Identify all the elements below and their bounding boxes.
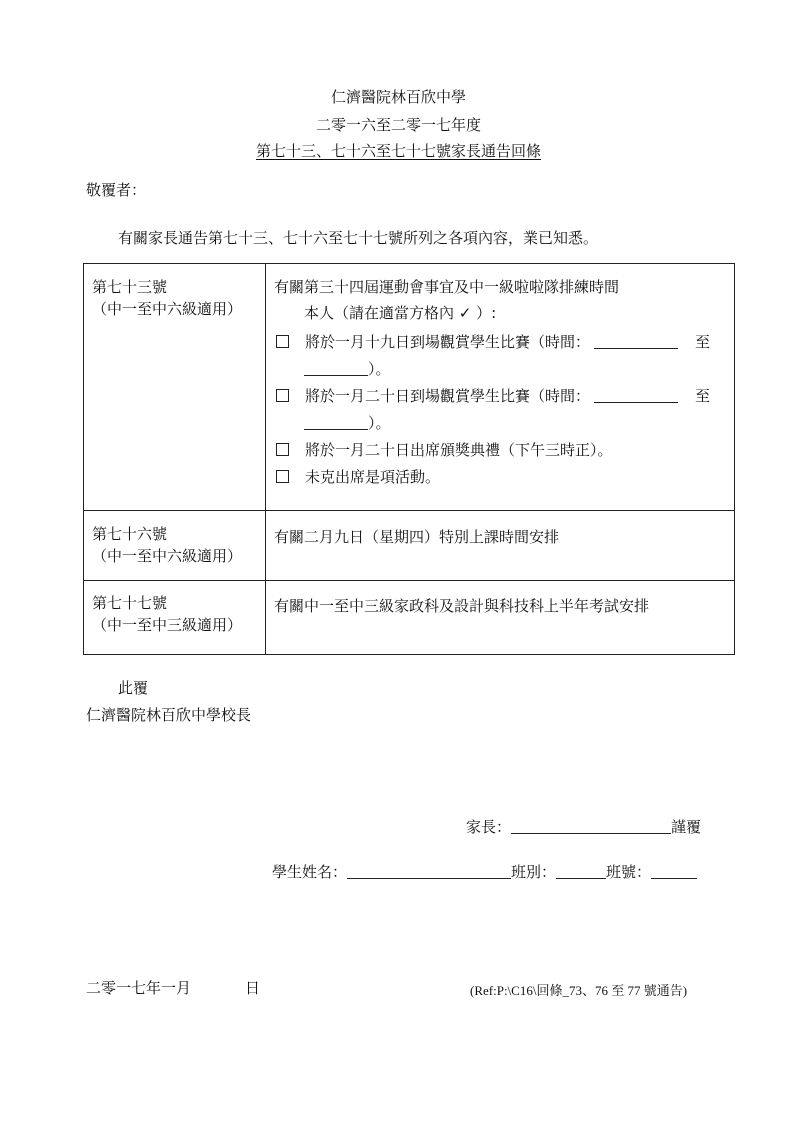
row-77-number: 第七十七號 [92,594,168,612]
checkbox[interactable] [276,335,289,348]
reply-table [83,263,735,655]
class-field[interactable] [556,864,606,879]
checkbox[interactable] [276,389,289,402]
row-77-subject: 有關中一至中三級家政科及設計與科技科上半年考試安排 [274,597,650,615]
option-4: 未克出席是項活動。 [276,466,440,488]
option-1: 將於一月十九日到場觀賞學生比賽（時間： 至 [276,331,726,353]
row-73-instruction: 本人（請在適當方格內 ✓ ）: [304,304,497,322]
row-76-scope: （中一至中六級適用） [92,547,243,565]
row-77-scope: （中一至中三級適用） [92,616,243,634]
checkbox[interactable] [276,443,289,456]
student-name-field[interactable] [347,864,511,879]
row-73-scope: （中一至中六級適用） [92,300,243,318]
closing: 此覆 [118,679,149,697]
option-1-end: ）。 [368,360,391,378]
option-3: 將於一月二十日出席頒獎典禮（下午三時正）。 [276,439,613,461]
row-73-number: 第七十三號 [92,278,168,296]
class-number-field[interactable] [651,864,697,879]
row-76-number: 第七十六號 [92,525,168,543]
option-2-end: ）。 [368,414,391,432]
parent-signature-field[interactable] [511,819,671,834]
school-year: 二零一六至二零一七年度 [315,116,481,134]
date-prefix: 二零一七年一月 [86,979,192,997]
school-name: 仁濟醫院林百欣中學 [330,88,466,106]
salutation: 敬覆者： [86,181,147,199]
date-day: 日 [245,979,261,997]
recipient: 仁濟醫院林百欣中學校長 [86,706,252,724]
intro-text: 有關家長通告第七十三、七十六至七十七號所列之各項內容，業已知悉。 [118,229,599,247]
row-73-subject: 有關第三十四屆運動會事宜及中一級啦啦隊排練時間 [274,278,620,296]
document-title: 第七十三、七十六至七十七號家長通告回條 [255,142,541,160]
parent-signature: 家長： 謹覆 [466,818,702,836]
checkbox[interactable] [276,470,289,483]
row-76-subject: 有關二月九日（星期四）特別上課時間安排 [274,528,560,546]
student-info: 學生姓名： 班別： 班號： [272,863,697,881]
option-2: 將於一月二十日到場觀賞學生比賽（時間： 至 [276,385,726,407]
reference: (Ref:P:\C16\回條_73、76 至 77 號通告) [470,983,688,998]
